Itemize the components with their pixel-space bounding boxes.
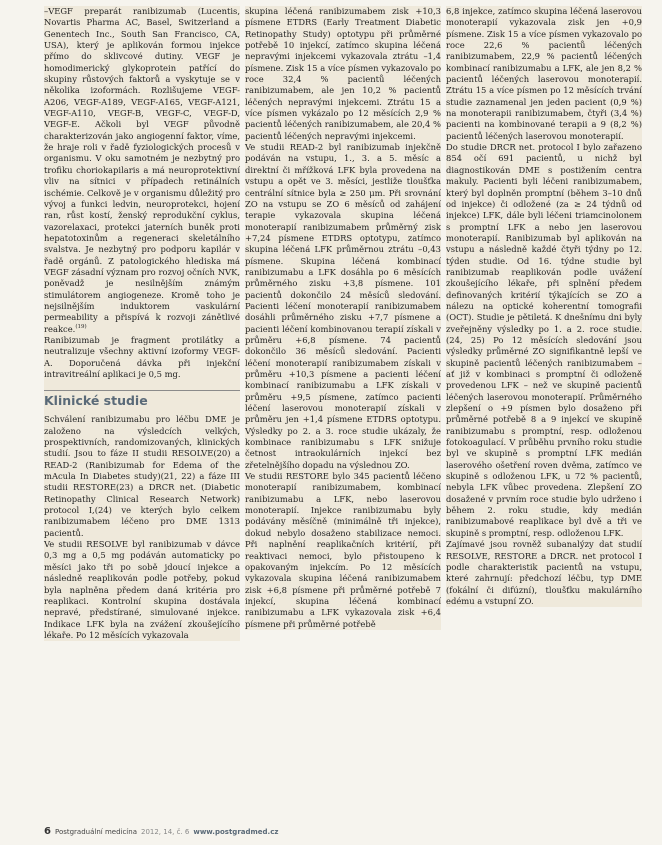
paragraph: Ve studii RESTORE bylo 345 pacientů léčeno monoterapií ranibizumabem, kombinací ranibizumabu a LFK, nebo laserovou monoterapií. Injekce ranibizumabu byly podávány měsíčně (minimálně tři injekce), dokud nebylo dosaženo stabilizace nemoci. Při naplnění reaplikačních kritérií, při reaktivaci nemoci, bylo přistoupeno k opakovaným injekcím. Po 12 měsících vykazovala skupina léčená ranibizumabem zisk +6,8 písmene při průměrné potřebě 7 injekcí, skupina léčená kombinací ranibizumabu a LFK vykazovala zisk +6,4 písmene při průměrné potřebě (245, 471, 441, 629)
magazine-name: Postgraduální medicína (54, 828, 137, 836)
issue-info: 2012, 14, č. 6 (140, 828, 190, 836)
paragraph: Ve studii READ-2 byl ranibizumab injekčně podáván na vstupu, 1., 3. a 5. měsíc a direktní či mřížková LFK byla provedena na vstupu a opět ve 3. měsíci, jestliže tloušťka centrální sítnice byla ≥ 250 μm. Při srovnání ZO na vstupu se ZO 6 měsíců od zahájení terapie vykazovala skupina léčená monoterapií ranibizumabem průměrný zisk +7,24 písmene ETDRS optotypu, zatímco skupina léčená LFK průměrnou ztrátu –0,43 písmene. Skupina léčená kombinací ranibizumabu a LFK dosáhla po 6 měsících průměrného zisku +3,8 písmene. 101 pacientů dokončilo 24 měsíců sledování. Pacienti léčení monoterapií ranibizumabem dosáhli průměrného zisku +7,7 písmene a pacienti léčení kombinovanou terapií získali v průměru +6,8 písmene. 74 pacientů dokončilo 36 měsíců sledování. Pacienti léčení monoterapií ranibizumabem získali v průměru +10,3 písmene a pacienti léčení kombinací ranibizumabu a LFK získali v průměru +9,5 písmene, zatímco pacienti léčení laserovou monoterapií získali v průměru jen +1,4 písmene ETDRS optotypu. Výsledky po 2. a 3. roce studie ukázaly, že kombinace ranibizumabu s LFK snižuje četnost intraokulárních injekcí bez zřetelnějšího dopadu na výslednou ZO. (245, 142, 441, 470)
paragraph: Do studie DRCR net. protocol I bylo zařazeno 854 očí 691 pacientů, u nichž byl diagnostikován DME s postižením centra makuly. Pacienti byli léčeni ranibizumabem, který byl doplněn promptní (během 3–10 dnů od injekce) či odložené (za ≥ 24 týdnů od injekce) LFK, dále byli léčeni triamcinolonem s promptní LFK a nebo jen laserovou monoterapií. Ranibizumab byl aplikován na vstupu a následně každé čtyři týdny po 12. týden studie. Od 16. týdne studie byl ranibizumab reaplikován podle uvážení zkoušejícího lékaře, při splnění předem definovaných kritérií týkajících se ZO a nálezu na optické koherentní tomografii (OCT). Studie je pětiletá. K dnešnímu dni byly zveřejněny výsledky po 1. a 2. roce studie.(24, 25) Po 12 měsících sledování jsou výsledky průměrné ZO signifikantně lepší ve skupině pacientů léčených ranibizumabem – ať již v kombinaci s promptní či odloženě provedenou LFK – než ve skupině pacientů léčených laserovou monoterapií. Průměrného zlepšení o +9 písmen bylo dosaženo při průměrné potřebě 8 a 9 injekcí ve skupině ranibizumabu s promptní, resp. odloženou fotokoagulací. V průběhu prvního roku studie byl ve skupině s promptní LFK medián laserového ošetření roven dvěma, zatímco ve skupině s odloženou LFK, u 72 % pacientů, nebyla LFK vůbec provedena. Zlepšení ZO dosažené v prvním roce studie bylo udrženo i během 2. roku studie, kdy medián ranibizumabové reaplikace byl dvě a tři ve skupině s promptní, resp. odloženou LFK. (446, 142, 642, 538)
column-2 (245, 6, 441, 630)
paragraph (44, 6, 240, 335)
website-link[interactable]: www.postgradmed.cz (193, 828, 279, 836)
citation: (19) (75, 323, 87, 330)
paragraph: Zajímavé jsou rovněž subanalýzy dat studií RESOLVE, RESTORE a DRCR. net protocol I podle charakteristik pacientů na vstupu, které zahrnují: předchozí léčbu, typ DME (fokální či difúzní), tloušťku makulárního edému a vstupní ZO. (446, 539, 642, 606)
paragraph: skupina léčená ranibizumabem zisk +10,3 písmene ETDRS (Early Treatment Diabetic Retinopathy Study) optotypu při průměrné potřebě 10 injekcí, zatímco skupina léčená nepravými injekcemi vykazovala ztrátu –1,4 písmene. Zisk 15 a více písmen vykazovalo po roce 32,4 % pacientů léčených ranibizumabem, ale jen 10,2 % pacientů léčených nepravými injekcemi. Ztrátu 15 a více písmen vykázalo po 12 měsících 2,9 % pacientů léčených ranibizumabem, ale 20,4 % pacientů léčených nepravými injekcemi. (245, 6, 441, 141)
column-1 (44, 6, 240, 641)
paragraph: Schválení ranibizumabu pro léčbu DME je založeno na výsledcích velkých, prospektivních, randomizovaných, klinických studií. Jsou to fáze II studii RESOLVE(20) a READ-2 (Ranibizumab for Edema of the mAcula In Diabetes study)(21, 22) a fáze III studii RESTORE(23) a DRCR net. (Diabetic Retinopathy Clinical Research Network) protocol I,(24) ve kterých bylo celkem ranibizumabem léčeno pro DME 1313 pacientů. (44, 414, 240, 538)
section-heading: Klinické studie (44, 390, 240, 412)
page-footer (44, 826, 278, 837)
page-number: 6 (44, 826, 51, 837)
paragraph: Ranibizumab je fragment protilátky a neutralizuje všechny aktivní izoformy VEGF-A. Doporučená dávka při injekční intravitreální aplikaci je 0,5 mg. (44, 334, 240, 379)
paragraph: 6,8 injekce, zatímco skupina léčená laserovou monoterapií vykazovala zisk jen +0,9 písmene. Zisk 15 a více písmen vykazovalo po roce 22,6 % pacientů léčených ranibizumabem, 22,9 % pacientů léčených kombinací ranibizumabu a LFK, ale jen 8,2 % pacientů léčených laserovou monoterapií. Ztrátu 15 a více písmen po 12 měsících trvání studie zaznamenal jen jeden pacient (0,9 %) na monoterapii ranibizumabem, čtyři (3,4 %) pacienti na kombinované terapii a 9 (8,2 %) pacientů léčených laserovou monoterapií. (446, 6, 642, 141)
paragraph-text: –VEGF preparát ranibizumab (Lucentis, Novartis Pharma AC, Basel, Switzerland a Genentech Inc., South San Francisco, CA, USA), který je aplikován formou injekce přímo do sklivcové dutiny. VEGF je homodimerický glykoprotein patřící do skupiny růstových faktorů a vyskytuje se v několika izoformách. Rozlišujeme VEGF-A206, VEGF-A189, VEGF-A165, VEGF-A121, VEGF-A110, VEGF-B, VEGF-C, VEGF-D, VEGF-E. Ačkoli byl VEGF původně charakterizován jako angiogenní faktor, víme, že hraje roli v řadě fyziologických procesů v organismu. V oku samotném je nezbytný pro trofiku choriokapilaris a má neuroprotektivní vliv na sítnici v případech retinálních ischémie. Celkově je v organismu důležitý pro vývoj a funkci ledvin, neuroprotekci, hojení ran, růst kostí, ženský reprodukční cyklus, vazorelaxaci, protekci jaterních buněk proti hepatotoxinům a regeneraci skeletálního svalstva. Je nezbytný pro podporu kapilár v řadě orgánů. Z patologického hlediska má VEGF zásadní význam pro rozvoj očních NVK, poněvadž je nesilnějším známým stimulátorem angiogeneze. Kromě toho je nejsilnějším induktorem vaskulární permeability a přispívá k rozvoji zánětlivé reakce. (44, 6, 240, 334)
column-3 (446, 6, 642, 607)
paragraph: Ve studii RESOLVE byl ranibizumab v dávce 0,3 mg a 0,5 mg podáván automaticky po měsíci jako tři po sobě jdoucí injekce a následně reaplikován podle potřeby, pokud byla naplněna předem daná kritéria pro reaplikaci. Kontrolní skupina dostávala nepravé, předstírané, simulované injekce. Indikace LFK byla na zvážení zkoušejícího lékaře. Po 12 měsících vykazovala (44, 539, 240, 640)
